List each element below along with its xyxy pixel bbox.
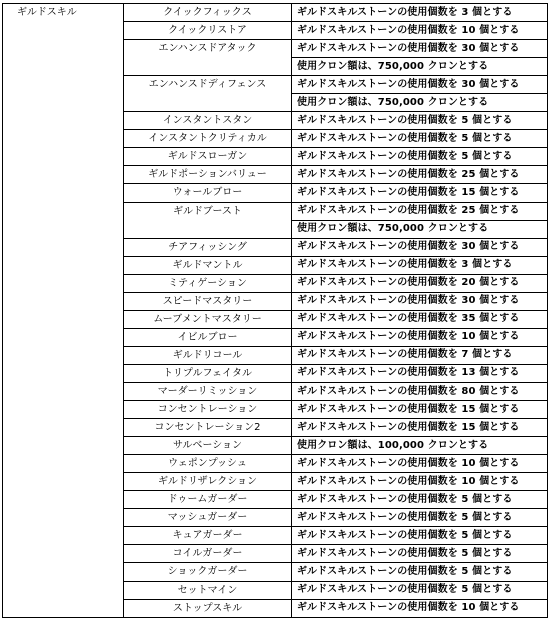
skill-name-cell: ミティゲーション bbox=[124, 274, 292, 292]
effect-cell: ギルドスキルストーンの使用個数を 30 個とする bbox=[292, 76, 548, 94]
effect-cell: ギルドスキルストーンの使用個数を 3 個とする bbox=[292, 256, 548, 274]
skill-name-cell: ギルドブースト bbox=[124, 202, 292, 238]
effect-cell: 使用クロン額は、100,000 クロンとする bbox=[292, 437, 548, 455]
effect-cell: ギルドスキルストーンの使用個数を 10 個とする bbox=[292, 599, 548, 617]
effect-cell: 使用クロン額は、750,000 クロンとする bbox=[292, 58, 548, 76]
effect-cell: ギルドスキルストーンの使用個数を 30 個とする bbox=[292, 292, 548, 310]
effect-cell: ギルドスキルストーンの使用個数を 20 個とする bbox=[292, 274, 548, 292]
skill-name-cell: ドゥームガーダー bbox=[124, 491, 292, 509]
skill-name-cell: エンハンスドアタック bbox=[124, 40, 292, 76]
effect-cell: ギルドスキルストーンの使用個数を 13 個とする bbox=[292, 364, 548, 382]
skill-name-cell: トリプルフェイタル bbox=[124, 364, 292, 382]
skill-name-cell: クイックフィックス bbox=[124, 4, 292, 22]
effect-cell: ギルドスキルストーンの使用個数を 15 個とする bbox=[292, 419, 548, 437]
effect-cell: ギルドスキルストーンの使用個数を 10 個とする bbox=[292, 22, 548, 40]
effect-cell: ギルドスキルストーンの使用個数を 30 個とする bbox=[292, 40, 548, 58]
guild-skill-table bbox=[2, 3, 548, 618]
effect-cell: ギルドスキルストーンの使用個数を 5 個とする bbox=[292, 581, 548, 599]
effect-cell: ギルドスキルストーンの使用個数を 5 個とする bbox=[292, 491, 548, 509]
skill-name-cell: マッシュガーダー bbox=[124, 509, 292, 527]
effect-cell: ギルドスキルストーンの使用個数を 5 個とする bbox=[292, 509, 548, 527]
effect-cell: ギルドスキルストーンの使用個数を 5 個とする bbox=[292, 563, 548, 581]
skill-name-cell: ウェポンプッシュ bbox=[124, 455, 292, 473]
effect-cell: ギルドスキルストーンの使用個数を 30 個とする bbox=[292, 238, 548, 256]
effect-cell: ギルドスキルストーンの使用個数を 10 個とする bbox=[292, 473, 548, 491]
effect-cell: ギルドスキルストーンの使用個数を 25 個とする bbox=[292, 166, 548, 184]
effect-cell: ギルドスキルストーンの使用個数を 5 個とする bbox=[292, 545, 548, 563]
skill-name-cell: エンハンスドディフェンス bbox=[124, 76, 292, 112]
skill-name-cell: ギルドマントル bbox=[124, 256, 292, 274]
effect-cell: ギルドスキルストーンの使用個数を 5 個とする bbox=[292, 148, 548, 166]
skill-name-cell: クイックリストア bbox=[124, 22, 292, 40]
skill-name-cell: ギルドスローガン bbox=[124, 148, 292, 166]
skill-name-cell: コンセントレーション bbox=[124, 401, 292, 419]
skill-name-cell: セットマイン bbox=[124, 581, 292, 599]
effect-cell: ギルドスキルストーンの使用個数を 15 個とする bbox=[292, 401, 548, 419]
effect-cell: ギルドスキルストーンの使用個数を 10 個とする bbox=[292, 328, 548, 346]
skill-name-cell: コンセントレーション2 bbox=[124, 419, 292, 437]
skill-name-cell: ウォールブロー bbox=[124, 184, 292, 202]
skill-name-cell: インスタントクリティカル bbox=[124, 130, 292, 148]
effect-cell: ギルドスキルストーンの使用個数を 7 個とする bbox=[292, 346, 548, 364]
table-row bbox=[3, 4, 548, 22]
skill-name-cell: コイルガーダー bbox=[124, 545, 292, 563]
skill-name-cell: キュアガーダー bbox=[124, 527, 292, 545]
skill-name-cell: イビルブロー bbox=[124, 328, 292, 346]
effect-cell: 使用クロン額は、750,000 クロンとする bbox=[292, 220, 548, 238]
skill-name-cell: チアフィッシング bbox=[124, 238, 292, 256]
skill-table-body bbox=[3, 4, 548, 618]
skill-name-cell: ストップスキル bbox=[124, 599, 292, 617]
effect-cell: ギルドスキルストーンの使用個数を 25 個とする bbox=[292, 202, 548, 220]
effect-cell: ギルドスキルストーンの使用個数を 5 個とする bbox=[292, 112, 548, 130]
skill-name-cell: ムーブメントマスタリー bbox=[124, 310, 292, 328]
skill-name-cell: インスタントスタン bbox=[124, 112, 292, 130]
effect-cell: 使用クロン額は、750,000 クロンとする bbox=[292, 94, 548, 112]
skill-name-cell: ギルドポーションバリュー bbox=[124, 166, 292, 184]
effect-cell: ギルドスキルストーンの使用個数を 80 個とする bbox=[292, 382, 548, 400]
skill-name-cell: ギルドリコール bbox=[124, 346, 292, 364]
skill-name-cell: サルベーション bbox=[124, 437, 292, 455]
skill-name-cell: ギルドリザレクション bbox=[124, 473, 292, 491]
effect-cell: ギルドスキルストーンの使用個数を 5 個とする bbox=[292, 130, 548, 148]
effect-cell: ギルドスキルストーンの使用個数を 5 個とする bbox=[292, 527, 548, 545]
category-cell: ギルドスキル bbox=[3, 4, 124, 618]
effect-cell: ギルドスキルストーンの使用個数を 10 個とする bbox=[292, 455, 548, 473]
effect-cell: ギルドスキルストーンの使用個数を 35 個とする bbox=[292, 310, 548, 328]
skill-name-cell: ショックガーダー bbox=[124, 563, 292, 581]
skill-name-cell: マーダーリミッション bbox=[124, 382, 292, 400]
effect-cell: ギルドスキルストーンの使用個数を 15 個とする bbox=[292, 184, 548, 202]
skill-name-cell: スピードマスタリー bbox=[124, 292, 292, 310]
effect-cell: ギルドスキルストーンの使用個数を 3 個とする bbox=[292, 4, 548, 22]
